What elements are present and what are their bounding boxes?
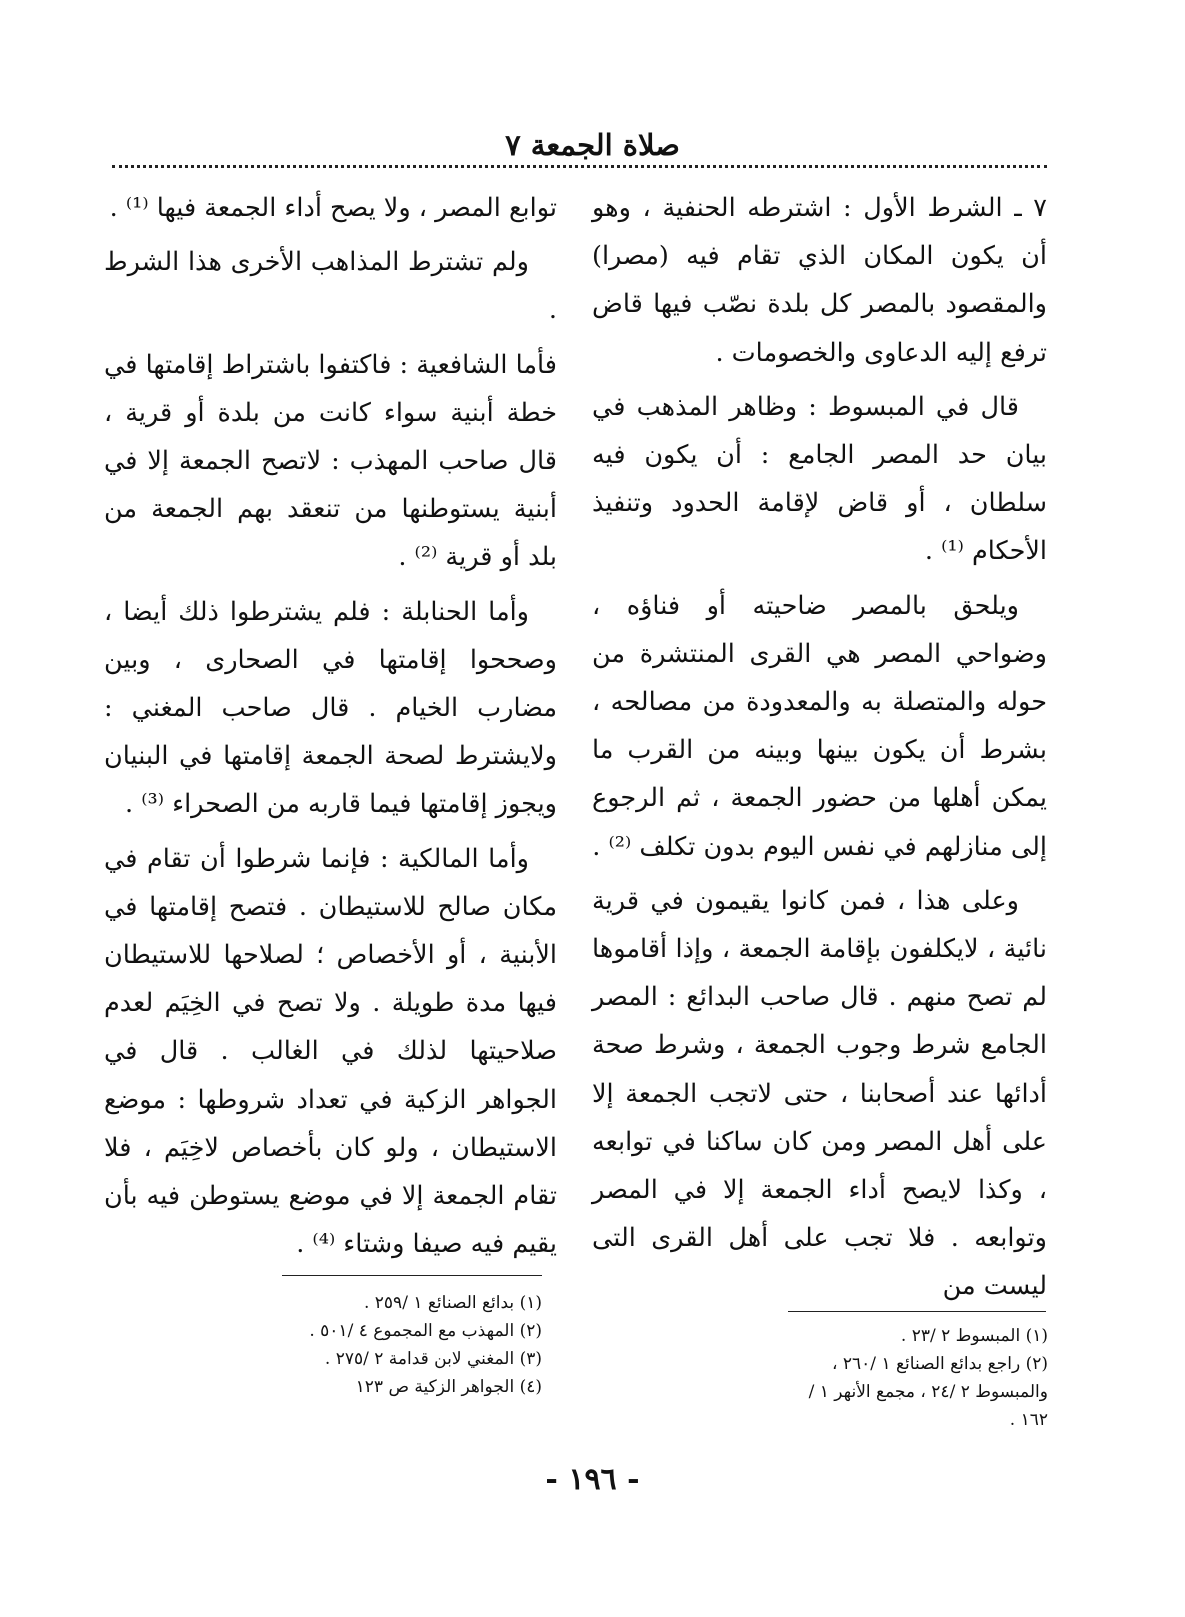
paragraph: ٧ ـ الشرط الأول : اشترطه الحنفية ، وهو أن يكون المكان الذي تقام فيه (مصرا) والمقصود بالمصر كل بلدة نصّب فيها قاض ترفع إليه الدعاوى والخصومات . xyxy=(592,193,1047,368)
left-column xyxy=(104,184,557,1274)
paragraph: ولم تشترط المذاهب الأخرى هذا الشرط . xyxy=(104,247,557,326)
right-column xyxy=(592,184,1047,1317)
paragraph: وعلى هذا ، فمن كانوا يقيمون في قرية نائية ، لايكلفون بإقامة الجمعة ، وإذا أقاموها لم تصح منهم . قال صاحب البدائع : المصر الجامع شرط وجوب الجمعة ، وشرط صحة أدائها عند أصحابنا ، حتى لاتجب الجمعة إلا على أهل المصر ومن كان ساكنا في توابعه ، وكذا لايصح أداء الجمعة إلا في المصر وتوابعه . فلا تجب على أهل القرى التى ليست من xyxy=(592,885,1047,1302)
footnote: (٢) راجع بدائع الصنائع ١ /٢٦٠ ، والمبسوط ٢ /٢٤ ، مجمع الأنهر ١ /١٦٢ . xyxy=(808,1354,1048,1430)
right-footnotes xyxy=(788,1322,1048,1434)
footnote: (٣) المغني لابن قدامة ٢ /٢٧٥ . xyxy=(324,1349,542,1369)
footnote: (٤) الجواهر الزكية ص ١٢٣ xyxy=(355,1377,542,1397)
left-footnotes xyxy=(270,1289,542,1401)
paragraph: توابع المصر ، ولا يصح أداء الجمعة فيها ⁽¹⁾ . xyxy=(109,193,557,223)
footnote: (٢) المهذب مع المجموع ٤ /٥٠١ . xyxy=(309,1321,542,1341)
paragraph: وأما الحنابلة : فلم يشترطوا ذلك أيضا ، وصححوا إقامتها في الصحارى ، وبين مضارب الخيام . قال صاحب المغني : ولايشترط لصحة الجمعة إقامتها في البنيان ويجوز إقامتها فيما قاربه من الصحراء ⁽³⁾ . xyxy=(104,596,557,820)
footnote-separator xyxy=(788,1311,1046,1312)
footnote: (١) بدائع الصنائع ١ /٢٥٩ . xyxy=(363,1293,542,1313)
paragraph: قال في المبسوط : وظاهر المذهب في بيان حد المصر الجامع : أن يكون فيه سلطان ، أو قاض لإقامة الحدود وتنفيذ الأحكام ⁽¹⁾ . xyxy=(592,391,1047,567)
footnote: (١) المبسوط ٢ /٢٣ . xyxy=(900,1326,1048,1346)
footnote-separator xyxy=(282,1275,542,1276)
paragraph: وأما المالكية : فإنما شرطوا أن تقام في مكان صالح للاستيطان . فتصح إقامتها في الأبنية ، أو الأخصاص ؛ لصلاحها للاستيطان فيها مدة طويلة . ولا تصح في الخِيَم لعدم صلاحيتها لذلك في الغالب . قال في الجواهر الزكية في تعداد شروطها : موضع الاستيطان ، ولو كان بأخصاص لاخِيَم ، فلا تقام الجمعة إلا في موضع يستوطن فيه بأن يقيم فيه صيفا وشتاء ⁽⁴⁾ . xyxy=(104,843,557,1260)
running-header: صلاة الجمعة ٧ xyxy=(505,128,680,162)
paragraph: ويلحق بالمصر ضاحيته أو فناؤه ، وضواحي المصر هي القرى المنتشرة من حوله والمتصلة به والمعدودة من مصالحه ، بشرط أن يكون بينها وبينه من القرب ما يمكن أهلها من حضور الجمعة ، ثم الرجوع إلى منازلهم في نفس اليوم بدون تكلف ⁽²⁾ . xyxy=(592,590,1047,862)
paragraph: فأما الشافعية : فاكتفوا باشتراط إقامتها في خطة أبنية سواء كانت من بلدة أو قرية ، قال صاحب المهذب : لاتصح الجمعة إلا في أبنية يستوطنها من تنعقد بهم الجمعة من بلد أو قرية ⁽²⁾ . xyxy=(104,349,557,573)
page-number: - ١٩٦ - xyxy=(545,1462,640,1497)
header-dotted-rule xyxy=(112,165,1047,168)
